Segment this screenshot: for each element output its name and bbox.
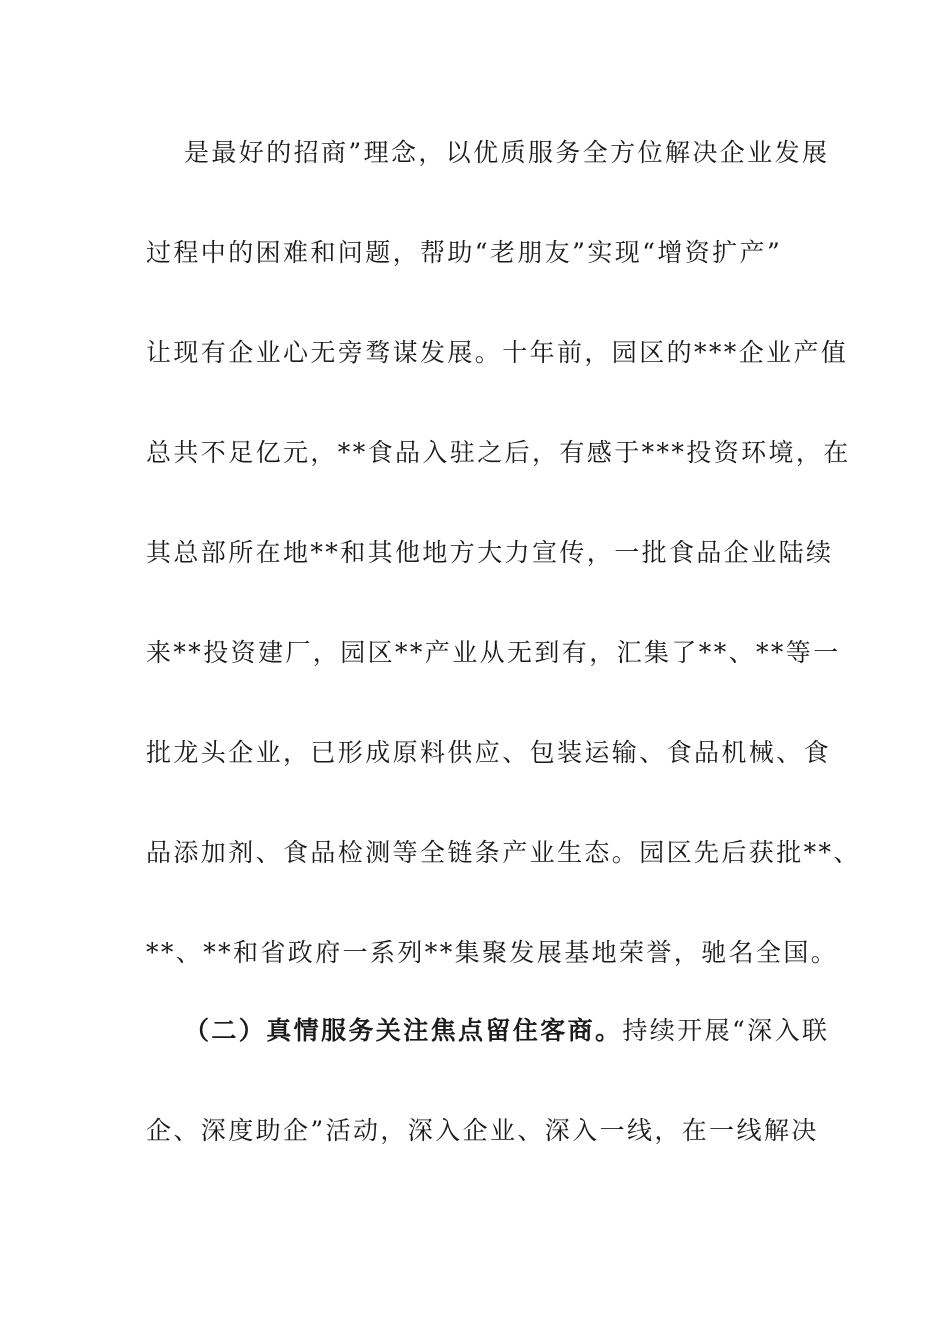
paragraph-line-6: 来**投资建厂，园区**产业从无到有，汇集了**、**等一 [146, 638, 841, 667]
paragraph-line-5: 其总部所在地**和其他地方大力宣传，一批食品企业陆续 [146, 538, 834, 567]
paragraph-line-8: 品添加剂、食品检测等全链条产业生态。园区先后获批**、 [146, 838, 861, 867]
paragraph-line-3: 让现有企业心无旁骛谋发展。十年前，园区的***企业产值 [146, 338, 849, 367]
section-heading-continuation: 持续开展“深入联 [622, 1016, 830, 1045]
paragraph-line-1: 是最好的招商”理念，以优质服务全方位解决企业发展 [184, 138, 830, 167]
paragraph-line-4: 总共不足亿元，**食品入驻之后，有感于***投资环境，在 [146, 438, 851, 467]
paragraph-line-9: **、**和省政府一系列**集聚发展基地荣誉，驰名全国。 [146, 938, 839, 967]
section-heading-line [184, 1014, 874, 1048]
paragraph-line-7: 批龙头企业，已形成原料供应、包装运输、食品机械、食 [146, 738, 832, 767]
paragraph-line-2: 过程中的困难和问题，帮助“老朋友”实现“增资扩产” [146, 238, 783, 267]
section-heading: （二）真情服务关注焦点留住客商。 [184, 1016, 623, 1045]
section-line-2: 企、深度助企”活动，深入企业、深入一线，在一线解决 [146, 1116, 819, 1145]
